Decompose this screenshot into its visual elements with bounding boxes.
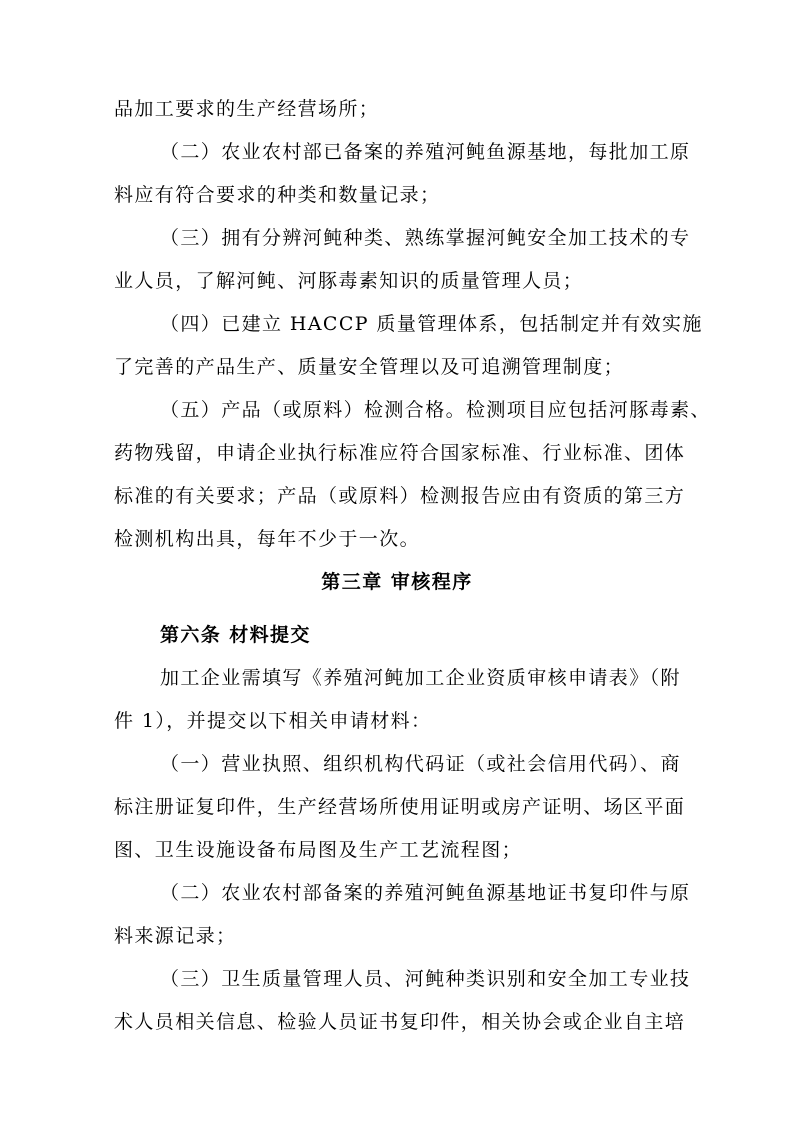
paragraph-line: 了完善的产品生产、质量安全管理以及可追溯管理制度； [114, 356, 625, 378]
paragraph-line: 料来源记录； [114, 925, 237, 947]
paragraph-line: 药物残留，申请企业执行标准应符合国家标准、行业标准、团体 [114, 442, 686, 464]
paragraph-line: 标准的有关要求；产品（或原料）检测报告应由有资质的第三方 [114, 485, 686, 507]
paragraph-line: （四）已建立 HACCP 质量管理体系，包括制定并有效实施 [160, 313, 703, 335]
paragraph-line: （五）产品（或原料）检测合格。检测项目应包括河豚毒素、 [160, 399, 711, 421]
paragraph-line: 标注册证复印件，生产经营场所使用证明或房产证明、场区平面 [114, 796, 686, 818]
paragraph-line: 料应有符合要求的种类和数量记录； [114, 184, 441, 206]
paragraph-line: （二）农业农村部备案的养殖河鲀鱼源基地证书复印件与原 [160, 882, 691, 904]
paragraph-line: 件 1），并提交以下相关申请材料： [114, 710, 432, 732]
article-title: 第六条 材料提交 [160, 624, 311, 646]
paragraph-line: 加工企业需填写《养殖河鲀加工企业资质审核申请表》（附 [160, 667, 681, 689]
chapter-heading: 第三章 审核程序 [321, 571, 473, 593]
paragraph-line: 检测机构出具，每年不少于一次。 [114, 528, 421, 550]
paragraph-line: 图、卫生设施设备布局图及生产工艺流程图； [114, 839, 523, 861]
paragraph-line: （一）营业执照、组织机构代码证（或社会信用代码）、商 [160, 753, 681, 775]
paragraph-line: 术人员相关信息、检验人员证书复印件，相关协会或企业自主培 [114, 1011, 686, 1033]
paragraph-line: （三）拥有分辨河鲀种类、熟练掌握河鲀安全加工技术的专 [160, 227, 691, 249]
paragraph-line: （二）农业农村部已备案的养殖河鲀鱼源基地，每批加工原 [160, 141, 691, 163]
paragraph-line: 品加工要求的生产经营场所； [114, 98, 380, 120]
paragraph-line: （三）卫生质量管理人员、河鲀种类识别和安全加工专业技 [160, 968, 691, 990]
paragraph-line: 业人员，了解河鲀、河豚毒素知识的质量管理人员； [114, 270, 584, 292]
